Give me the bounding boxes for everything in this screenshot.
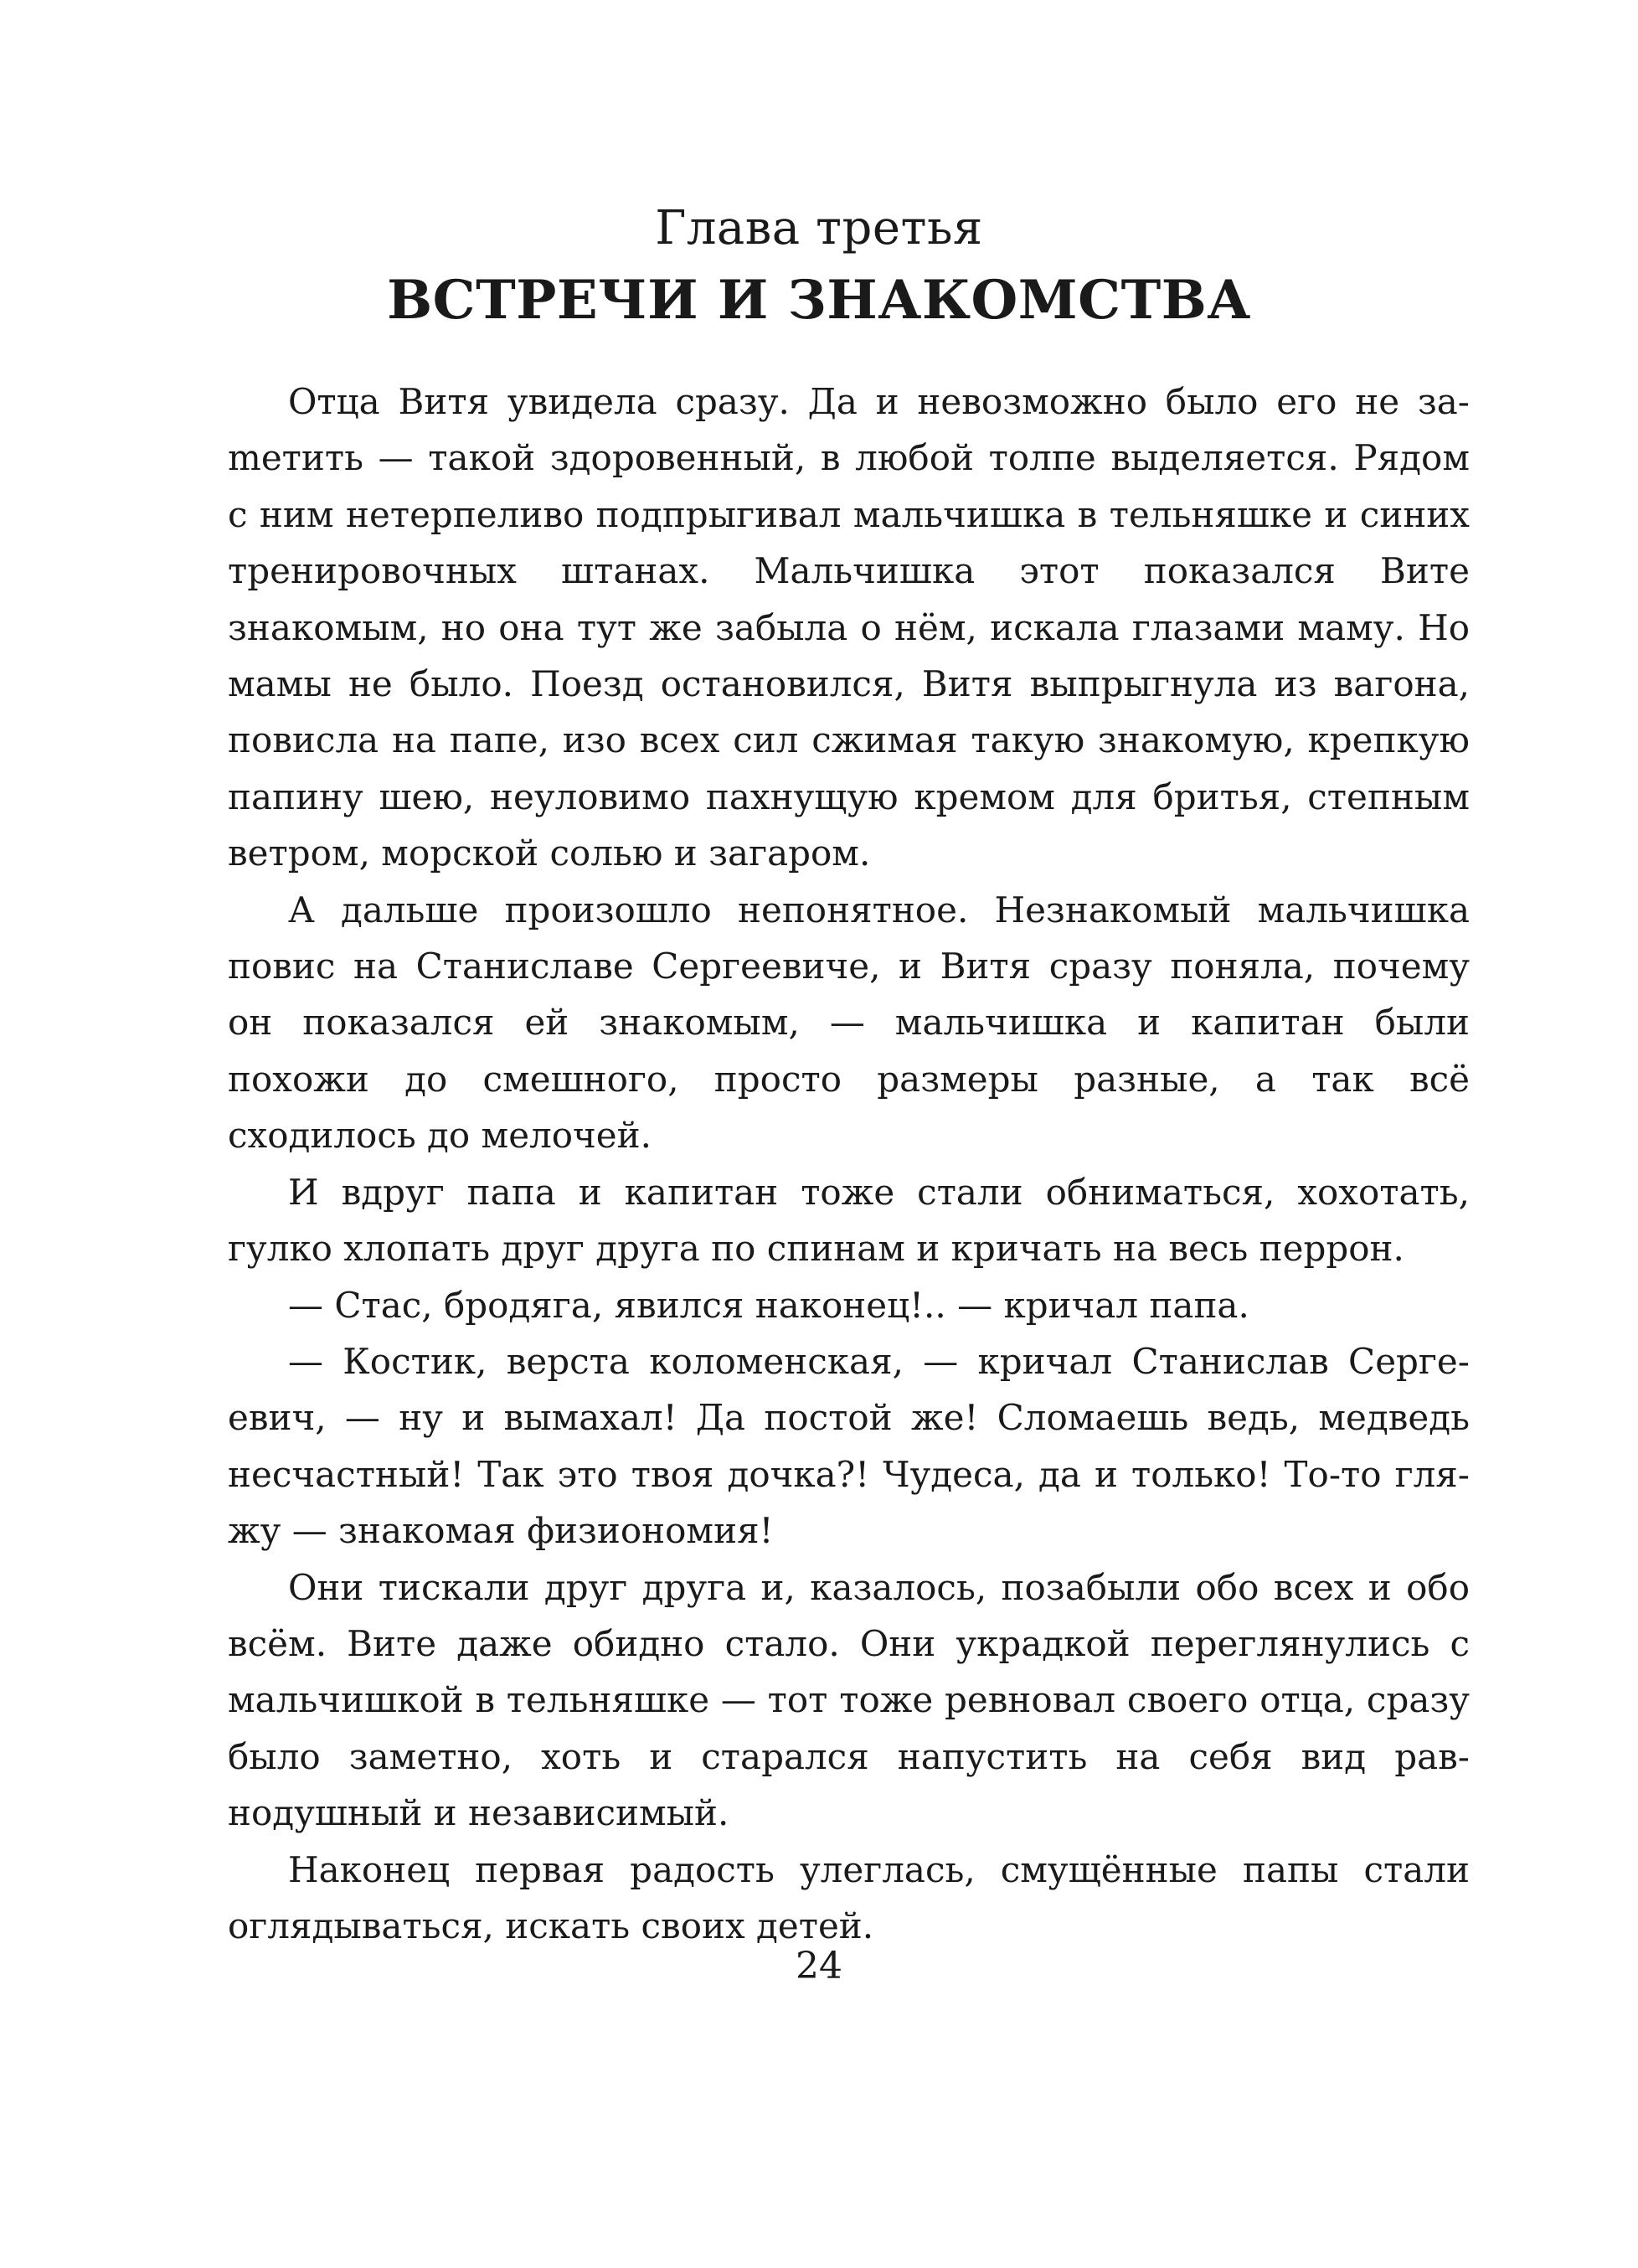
paragraph: Отца Витя увидела сразу. Да и невозможно было его не заmетить — такой здоровенный, в любой толпе выделяется. Рядом с ним нетерпеливо подпрыгивал мальчишка в тельняшке и синих тренировочных штанах. Мальчишка этот показался Вите знакомым, но она тут же забыла о нём, искала глазами маму. Но мамы не было. Поезд остановился, Витя выпрыгнула из вагона, повисла на папе, изо всех сил сжимая такую знакомую, крепкую папину шею, неуловимо пахнущую кремом для бритья, степным ветром, морской солью и загаром. bbox=[228, 381, 1470, 874]
paragraph: Наконец первая радость улеглась, смущённые папы стали оглядываться, искать своих детей. bbox=[228, 1848, 1470, 1946]
chapter-title: ВСТРЕЧИ И ЗНАКОМСТВА bbox=[387, 269, 1251, 332]
chapter-label: Глава третья bbox=[655, 201, 983, 255]
paragraph: И вдруг папа и капитан тоже стали обниматься, хохотать, гулко хлопать друг друга по спинам и кричать на весь перрон. bbox=[228, 1171, 1470, 1270]
paragraph: — Стас, бродяга, явился наконец!.. — кричал папа. bbox=[288, 1284, 1249, 1326]
paragraph: — Костик, верста коломенская, — кричал Станислав Сергеевич, — ну и вымахал! Да постой же! Сломаешь ведь, медведь несчастный! Так это твоя дочка?! Чудеса, да и только! То-то гляжу — знакомая физиономия! bbox=[228, 1340, 1470, 1552]
paragraph: А дальше произошло непонятное. Незнакомый мальчишка повис на Станиславе Сергеевиче, и Витя сразу поняла, почему он показался ей знакомым, — мальчишка и капитан были похожи до смешного, просто размеры разные, а так всё сходилось до мелочей. bbox=[228, 889, 1470, 1157]
body-text bbox=[228, 374, 1470, 1954]
page-number: 24 bbox=[796, 1945, 842, 1987]
paragraph: Они тискали друг друга и, казалось, позабыли обо всех и обо всём. Вите даже обидно стало. Они украдкой переглянулись с мальчишкой в тельняшке — тот тоже ревновал своего отца, сразу было заметно, хоть и старался напустить на себя вид равнодушный и независимый. bbox=[228, 1566, 1470, 1834]
